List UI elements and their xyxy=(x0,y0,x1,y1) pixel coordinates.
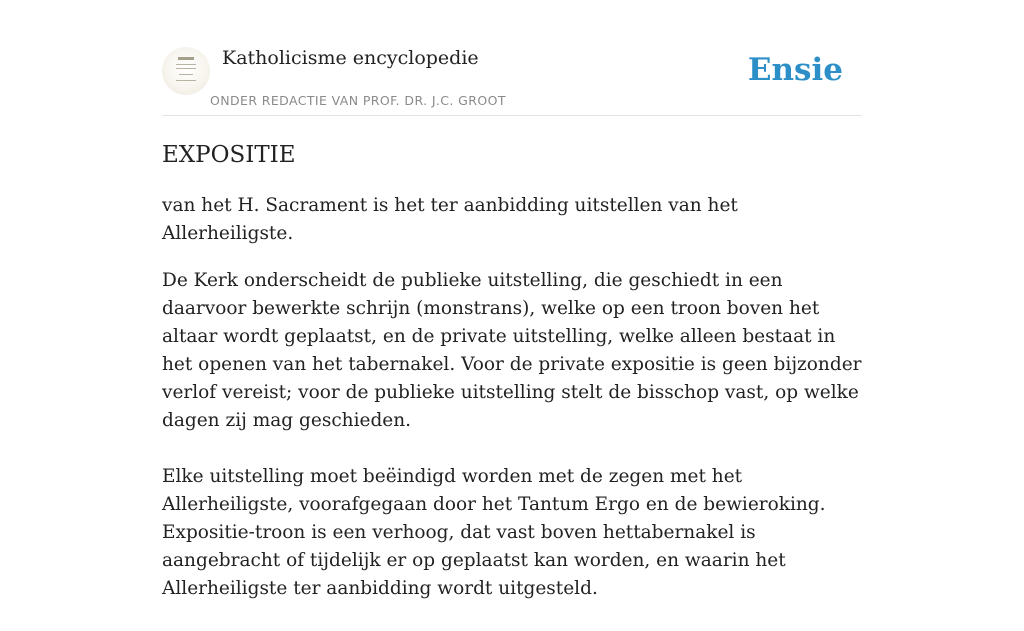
editor-subtitle: ONDER REDACTIE VAN PROF. DR. J.C. GROOT xyxy=(210,93,506,108)
encyclopedia-cover-image[interactable] xyxy=(162,47,210,95)
article-paragraph: De Kerk onderscheidt de publieke uitstelling, die geschiedt in een daarvoor bewerkte schrijn (monstrans), welke op een troon boven het altaar wordt geplaatst, en de private uitstelling, welke alleen bestaat in het openen van het tabernakel. Voor de private expositie is geen bijzonder verlof vereist; voor de publieke uitstelling stelt de bisschop vast, op welke dagen zij mag geschieden. xyxy=(162,270,862,431)
cover-line xyxy=(176,64,196,65)
site-header xyxy=(162,44,862,116)
cover-line xyxy=(176,68,196,69)
article-body xyxy=(162,192,862,631)
article-headword: EXPOSITIE xyxy=(162,142,296,168)
cover-title-mark xyxy=(178,57,194,60)
brand-logo-link[interactable]: Ensie xyxy=(747,52,843,88)
cover-line xyxy=(179,74,193,75)
article-paragraph: Elke uitstelling moet beëindigd worden met de zegen met het Allerheiligste, voorafgegaan door het Tantum Ergo en de bewieroking. Expositie-troon is een verhoog, dat vast boven hettabernakel is aangebracht of tijdelijk er op geplaatst kan worden, en waarin het Allerheiligste ter aanbidding wordt uitgesteld. xyxy=(162,466,826,599)
cover-line xyxy=(176,80,196,81)
encyclopedia-title-link[interactable]: Katholicisme encyclopedie xyxy=(222,47,479,69)
article-lead: van het H. Sacrament is het ter aanbidding uitstellen van het Allerheiligste. xyxy=(162,195,738,244)
